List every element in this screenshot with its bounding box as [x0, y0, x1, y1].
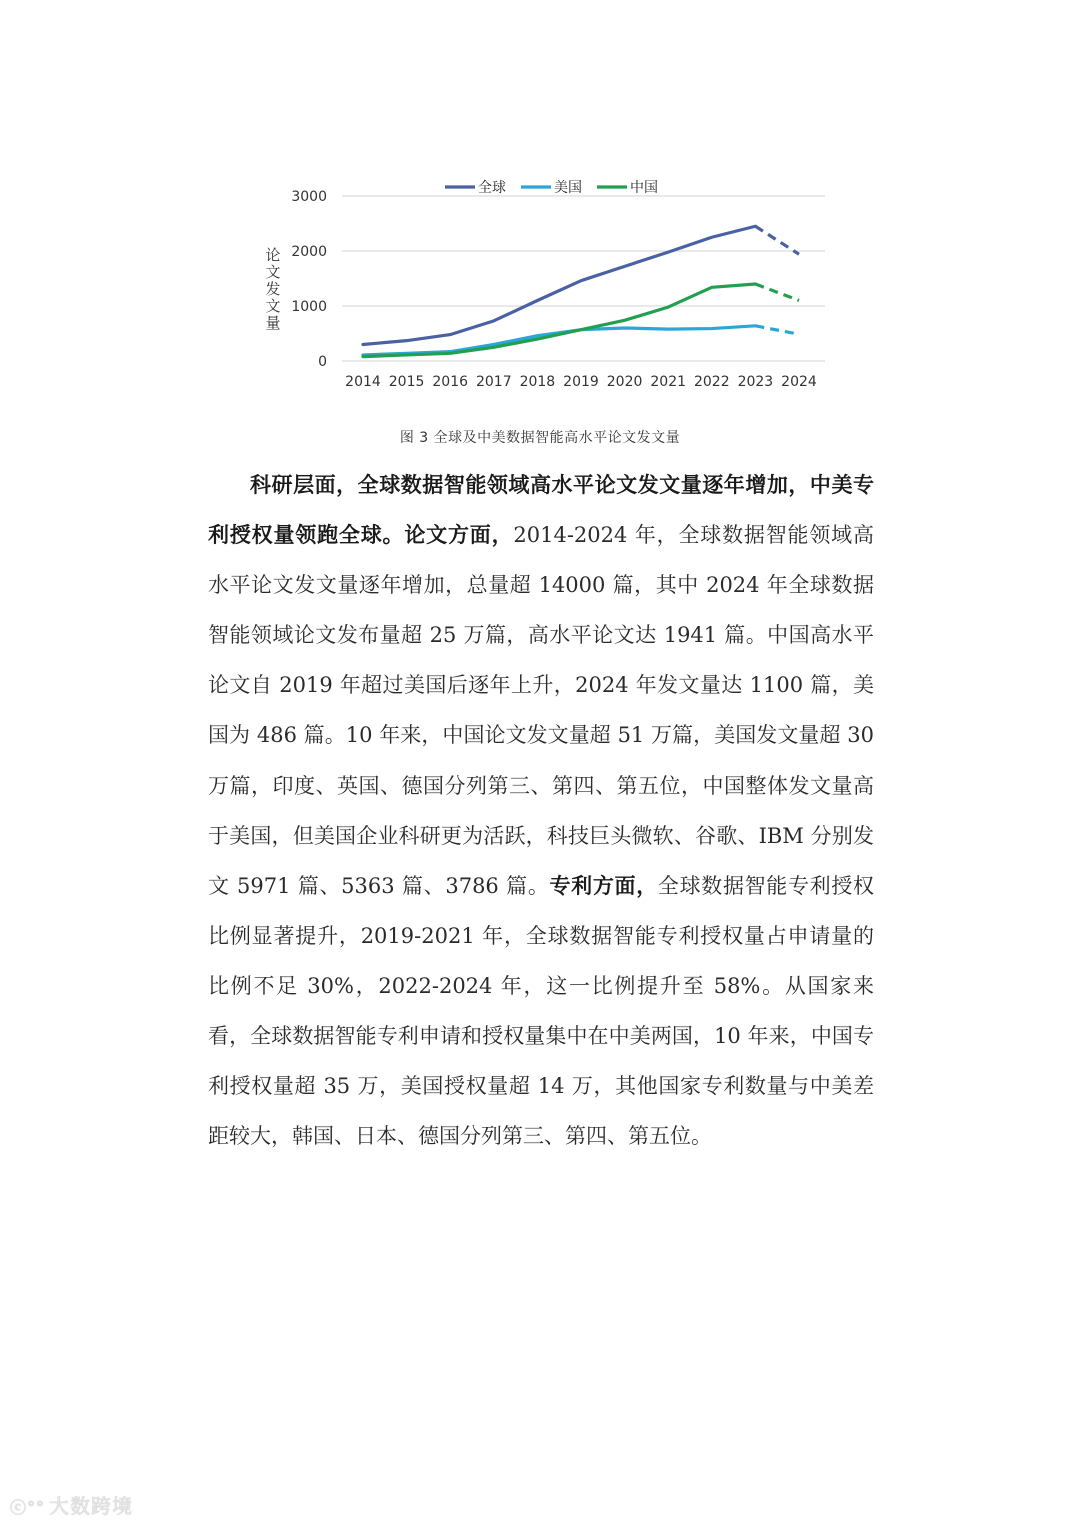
x-tick-label: 2022: [693, 374, 730, 390]
bold-mid-text: 专利方面，: [549, 873, 658, 898]
bold-lead-text: 科研层面，全球数据智能领域高水平论文发文量逐年增加，中美专利授权量领跑全球。论文方面，: [208, 473, 874, 548]
paragraph-text-2: 全球数据智能专利授权比例显著提升，2019-2021 年，全球数据智能专利授权量占申请量的比例不足 30%，2022-2024 年，这一比例提升至 58%。从国家来看，全球数据智能专利申请和授权量集中在中美两国，10 年来，中国专利授权量超 35 万，美国授权量超 14 万，其他国家专利数量与中美差距较大，韩国、日本、德国分列第三、第四、第五位。: [208, 873, 875, 1149]
x-tick-label: 2015: [388, 374, 425, 390]
x-tick-label: 2019: [563, 374, 599, 390]
y-axis-label: 发: [265, 280, 281, 298]
chart-canvas: [250, 170, 840, 400]
y-tick-label: 1000: [291, 299, 327, 315]
series-line-projected: [755, 284, 799, 301]
x-tick-label: 2018: [519, 374, 556, 390]
y-axis-label: 文: [265, 297, 281, 315]
body-paragraph: [208, 460, 874, 1161]
x-tick-label: 2017: [475, 374, 512, 390]
x-tick-label: 2016: [432, 374, 469, 390]
x-tick-label: 2014: [345, 374, 381, 390]
x-tick-label: 2021: [650, 374, 687, 390]
figure-caption: 图 3 全球及中美数据智能高水平论文发文量: [399, 430, 681, 446]
x-tick-label: 2020: [606, 374, 643, 390]
series-line-projected: [755, 226, 799, 254]
y-tick-label: 3000: [291, 189, 327, 205]
series-line-projected: [755, 326, 799, 334]
legend-label: 全球: [478, 180, 506, 196]
legend-label: 美国: [554, 180, 582, 196]
series-line: [363, 326, 755, 355]
y-tick-label: 2000: [291, 244, 327, 260]
x-tick-label: 2023: [737, 374, 774, 390]
watermark-text: 大数跨境: [49, 1494, 134, 1518]
watermark: [10, 1490, 133, 1519]
series-line: [363, 284, 755, 357]
y-axis-label: 文: [265, 263, 281, 281]
series-line: [363, 226, 755, 344]
y-axis-label: 量: [265, 314, 281, 332]
x-tick-label: 2024: [781, 374, 817, 390]
watermark-logo-icon: ⓒ°°: [10, 1498, 46, 1517]
paragraph-text-1: 2014-2024 年，全球数据智能领域高水平论文发文量逐年增加，总量超 14000 篇，其中 2024 年全球数据智能领域论文发布量超 25 万篇，高水平论文达 1941 篇。中国高水平论文自 2019 年超过美国后逐年上升，2024 年发文量达 1100 篇，美国为 486 篇。10 年来，中国论文发文量超 51 万篇，美国发文量超 30 万篇，印度、英国、德国分列第三、第四、第五位，中国整体发文量高于美国，但美国企业科研更为活跃，科技巨头微软、谷歌、IBM 分别发文 5971 篇、5363 篇、3786 篇。: [208, 523, 874, 898]
y-tick-label: 0: [318, 354, 327, 370]
y-axis-label: 论: [265, 246, 281, 264]
legend-label: 中国: [630, 180, 658, 196]
paper-count-line-chart: [250, 170, 840, 400]
